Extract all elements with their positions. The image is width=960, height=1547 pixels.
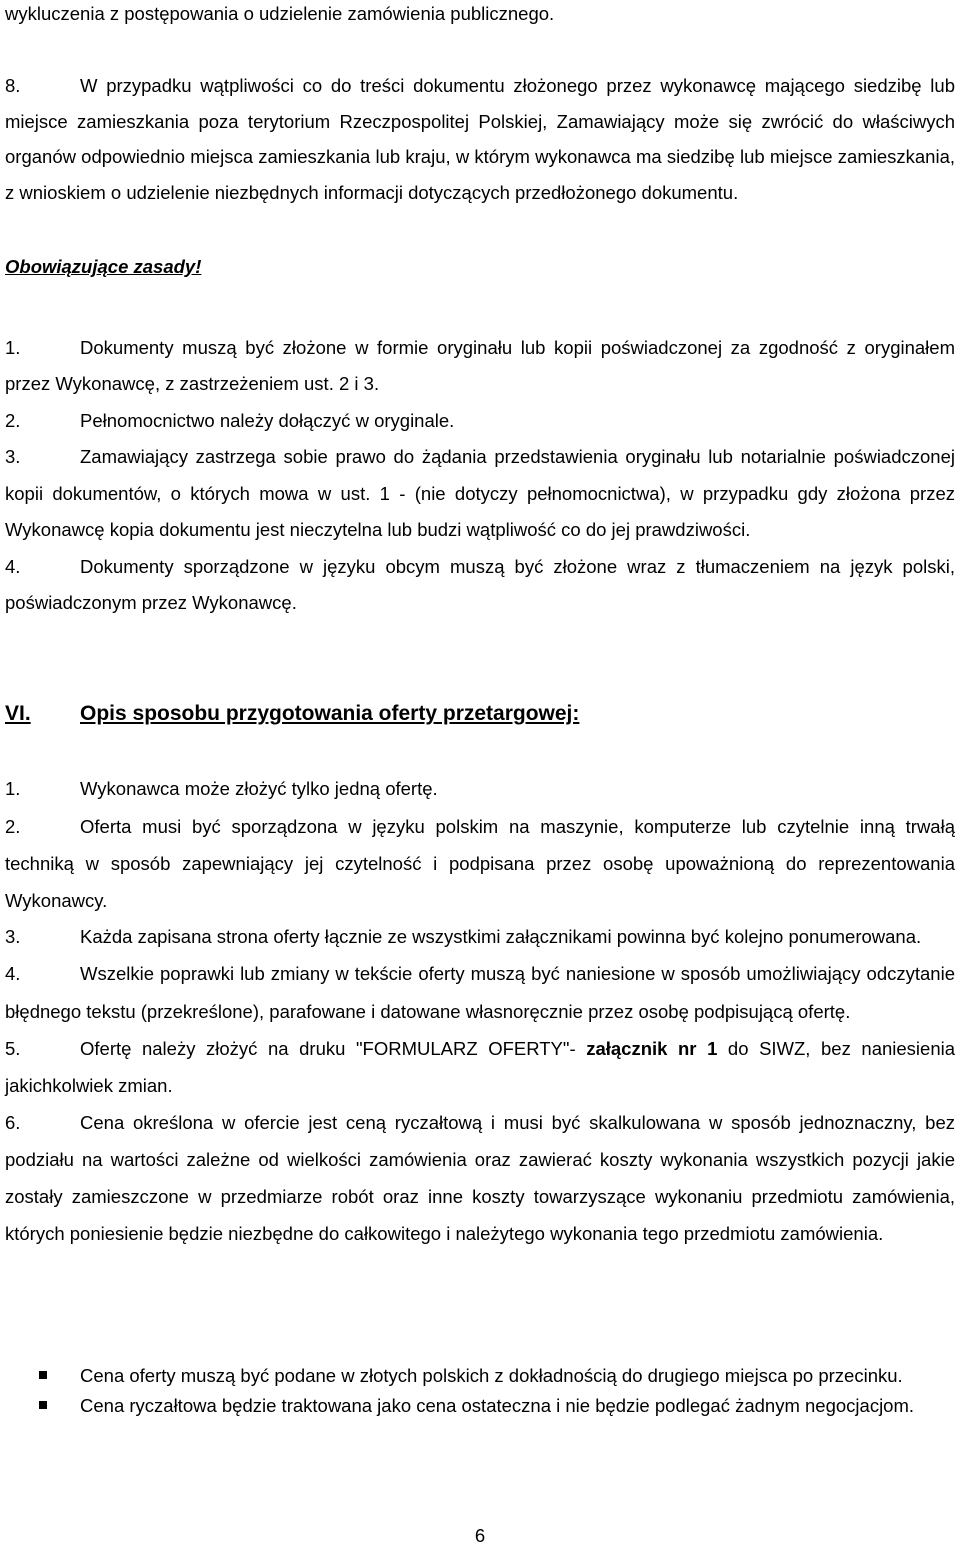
square-bullet-icon (39, 1371, 47, 1379)
top-fragment: wykluczenia z postępowania o udzielenie zamówienia publicznego. (5, 3, 555, 24)
bullet-text: Cena oferty muszą być podane w złotych polskich z dokładnością do drugiego miejsca po przecinku. (80, 1365, 903, 1386)
rule-1 (5, 330, 955, 402)
offer-item-6 (5, 1104, 955, 1252)
offer-item-number: 6. (5, 1112, 21, 1133)
bullet-item (5, 1363, 955, 1388)
offer-item-4 (5, 955, 955, 1030)
bullet-item (5, 1393, 955, 1418)
offer-item-text: Wszelkie poprawki lub zmiany w tekście oferty muszą być naniesione w sposób umożliwiający odczytanie błędnego tekstu (przekreślone), parafowane i datowane własnoręcznie przez osobę podpisującą ofertę. (5, 963, 955, 1022)
item-8-body: W przypadku wątpliwości co do treści dokumentu złożonego przez wykonawcę mającego siedzibę lub miejsce zamieszkania poza terytorium Rzeczpospolitej Polskiej, Zamawiający może się zwrócić do właściwych organów odpowiednio miejsca zamieszkania lub kraju, w którym wykonawca ma siedzibę lub miejsce zamieszkania, z wnioskiem o udzielenie niezbędnych informacji dotyczących przedłożonego dokumentu. (5, 75, 955, 203)
section-number: VI. (5, 702, 31, 725)
square-bullet-icon (39, 1401, 47, 1409)
offer-item-3 (5, 919, 955, 956)
rule-2 (5, 403, 955, 439)
offer-item-number: 3. (5, 925, 21, 947)
attachment-reference: załącznik nr 1 (586, 1038, 718, 1059)
offer-item-text: Oferta musi być sporządzona w języku polskim na maszynie, komputerze lub czytelnie inną trwałą techniką w sposób zapewniający jej czytelność i podpisana przez osobę upoważnioną do reprezentowania Wykonawcy. (5, 815, 955, 911)
paragraph-item-8 (5, 68, 955, 210)
offer-item-text: Wykonawca może złożyć tylko jedną ofertę. (80, 778, 438, 799)
rule-number: 3. (5, 446, 21, 467)
rule-text: Dokumenty muszą być złożone w formie oryginału lub kopii poświadczonej za zgodność z oryginałem przez Wykonawcę, z zastrzeżeniem ust. 2 i 3. (5, 337, 955, 394)
rule-text: Zamawiający zastrzega sobie prawo do żądania przedstawienia oryginału lub notarialnie poświadczonej kopii dokumentów, o których mowa w ust. 1 - (nie dotyczy pełnomocnictwa), w przypadku gdy złożona przez Wykonawcę kopia dokumentu jest nieczytelna lub budzi wątpliwość co do jej prawdziwości. (5, 446, 955, 540)
rule-number: 4. (5, 555, 21, 577)
item-8-text (5, 68, 955, 210)
rule-number: 1. (5, 337, 21, 358)
rule-text: Pełnomocnictwo należy dołączyć w oryginale. (80, 410, 455, 431)
rule-3 (5, 439, 955, 549)
offer-item-2 (5, 808, 955, 919)
section-heading (5, 700, 579, 728)
item-8-number: 8. (5, 75, 21, 96)
offer-item-number: 1. (5, 778, 21, 799)
offer-item-text: Cena określona w ofercie jest ceną ryczałtową i musi być skalkulowana w sposób jednoznaczny, bez podziału na wartości zależne od wielkości zamówienia oraz zawierać koszty wykonania wszystkich pozycji jakie zostały zamieszczone w przedmiarze robót oraz inne koszty towarzyszące wykonaniu przedmiotu zamówienia, których poniesienie będzie niezbędne do całkowitego i należytego wykonania tego przedmiotu zamówienia. (5, 1112, 955, 1244)
offer-item-5-text-after: do SIWZ, bez naniesienia jakichkolwiek zmian. (5, 1038, 956, 1096)
rule-4 (5, 549, 955, 622)
offer-item-number: 4. (5, 963, 21, 984)
offer-item-number: 2. (5, 815, 21, 837)
offer-items-list (5, 771, 955, 1252)
rules-heading: Obowiązujące zasady! (5, 256, 202, 277)
rule-number: 2. (5, 410, 21, 431)
rule-text: Dokumenty sporządzone w języku obcym muszą być złożone wraz z tłumaczeniem na język polski, poświadczonym przez Wykonawcę. (5, 555, 955, 613)
offer-item-text: Każda zapisana strona oferty łącznie ze wszystkimi załącznikami powinna być kolejno ponumerowana. (80, 925, 922, 947)
section-title: Opis sposobu przygotowania oferty przetargowej: (80, 702, 580, 725)
bullet-text: Cena ryczałtowa będzie traktowana jako cena ostateczna i nie będzie podlegać żadnym negocjacjom. (80, 1395, 915, 1416)
offer-item-5 (5, 1030, 955, 1104)
page-number: 6 (474, 1525, 486, 1546)
offer-item-number: 5. (5, 1038, 21, 1059)
offer-item-1 (5, 771, 955, 808)
price-bullet-list (5, 1363, 955, 1418)
offer-item-5-text-before: Ofertę należy złożyć na druku "FORMULARZ OFERTY"- (80, 1038, 587, 1059)
rules-list (5, 330, 955, 622)
